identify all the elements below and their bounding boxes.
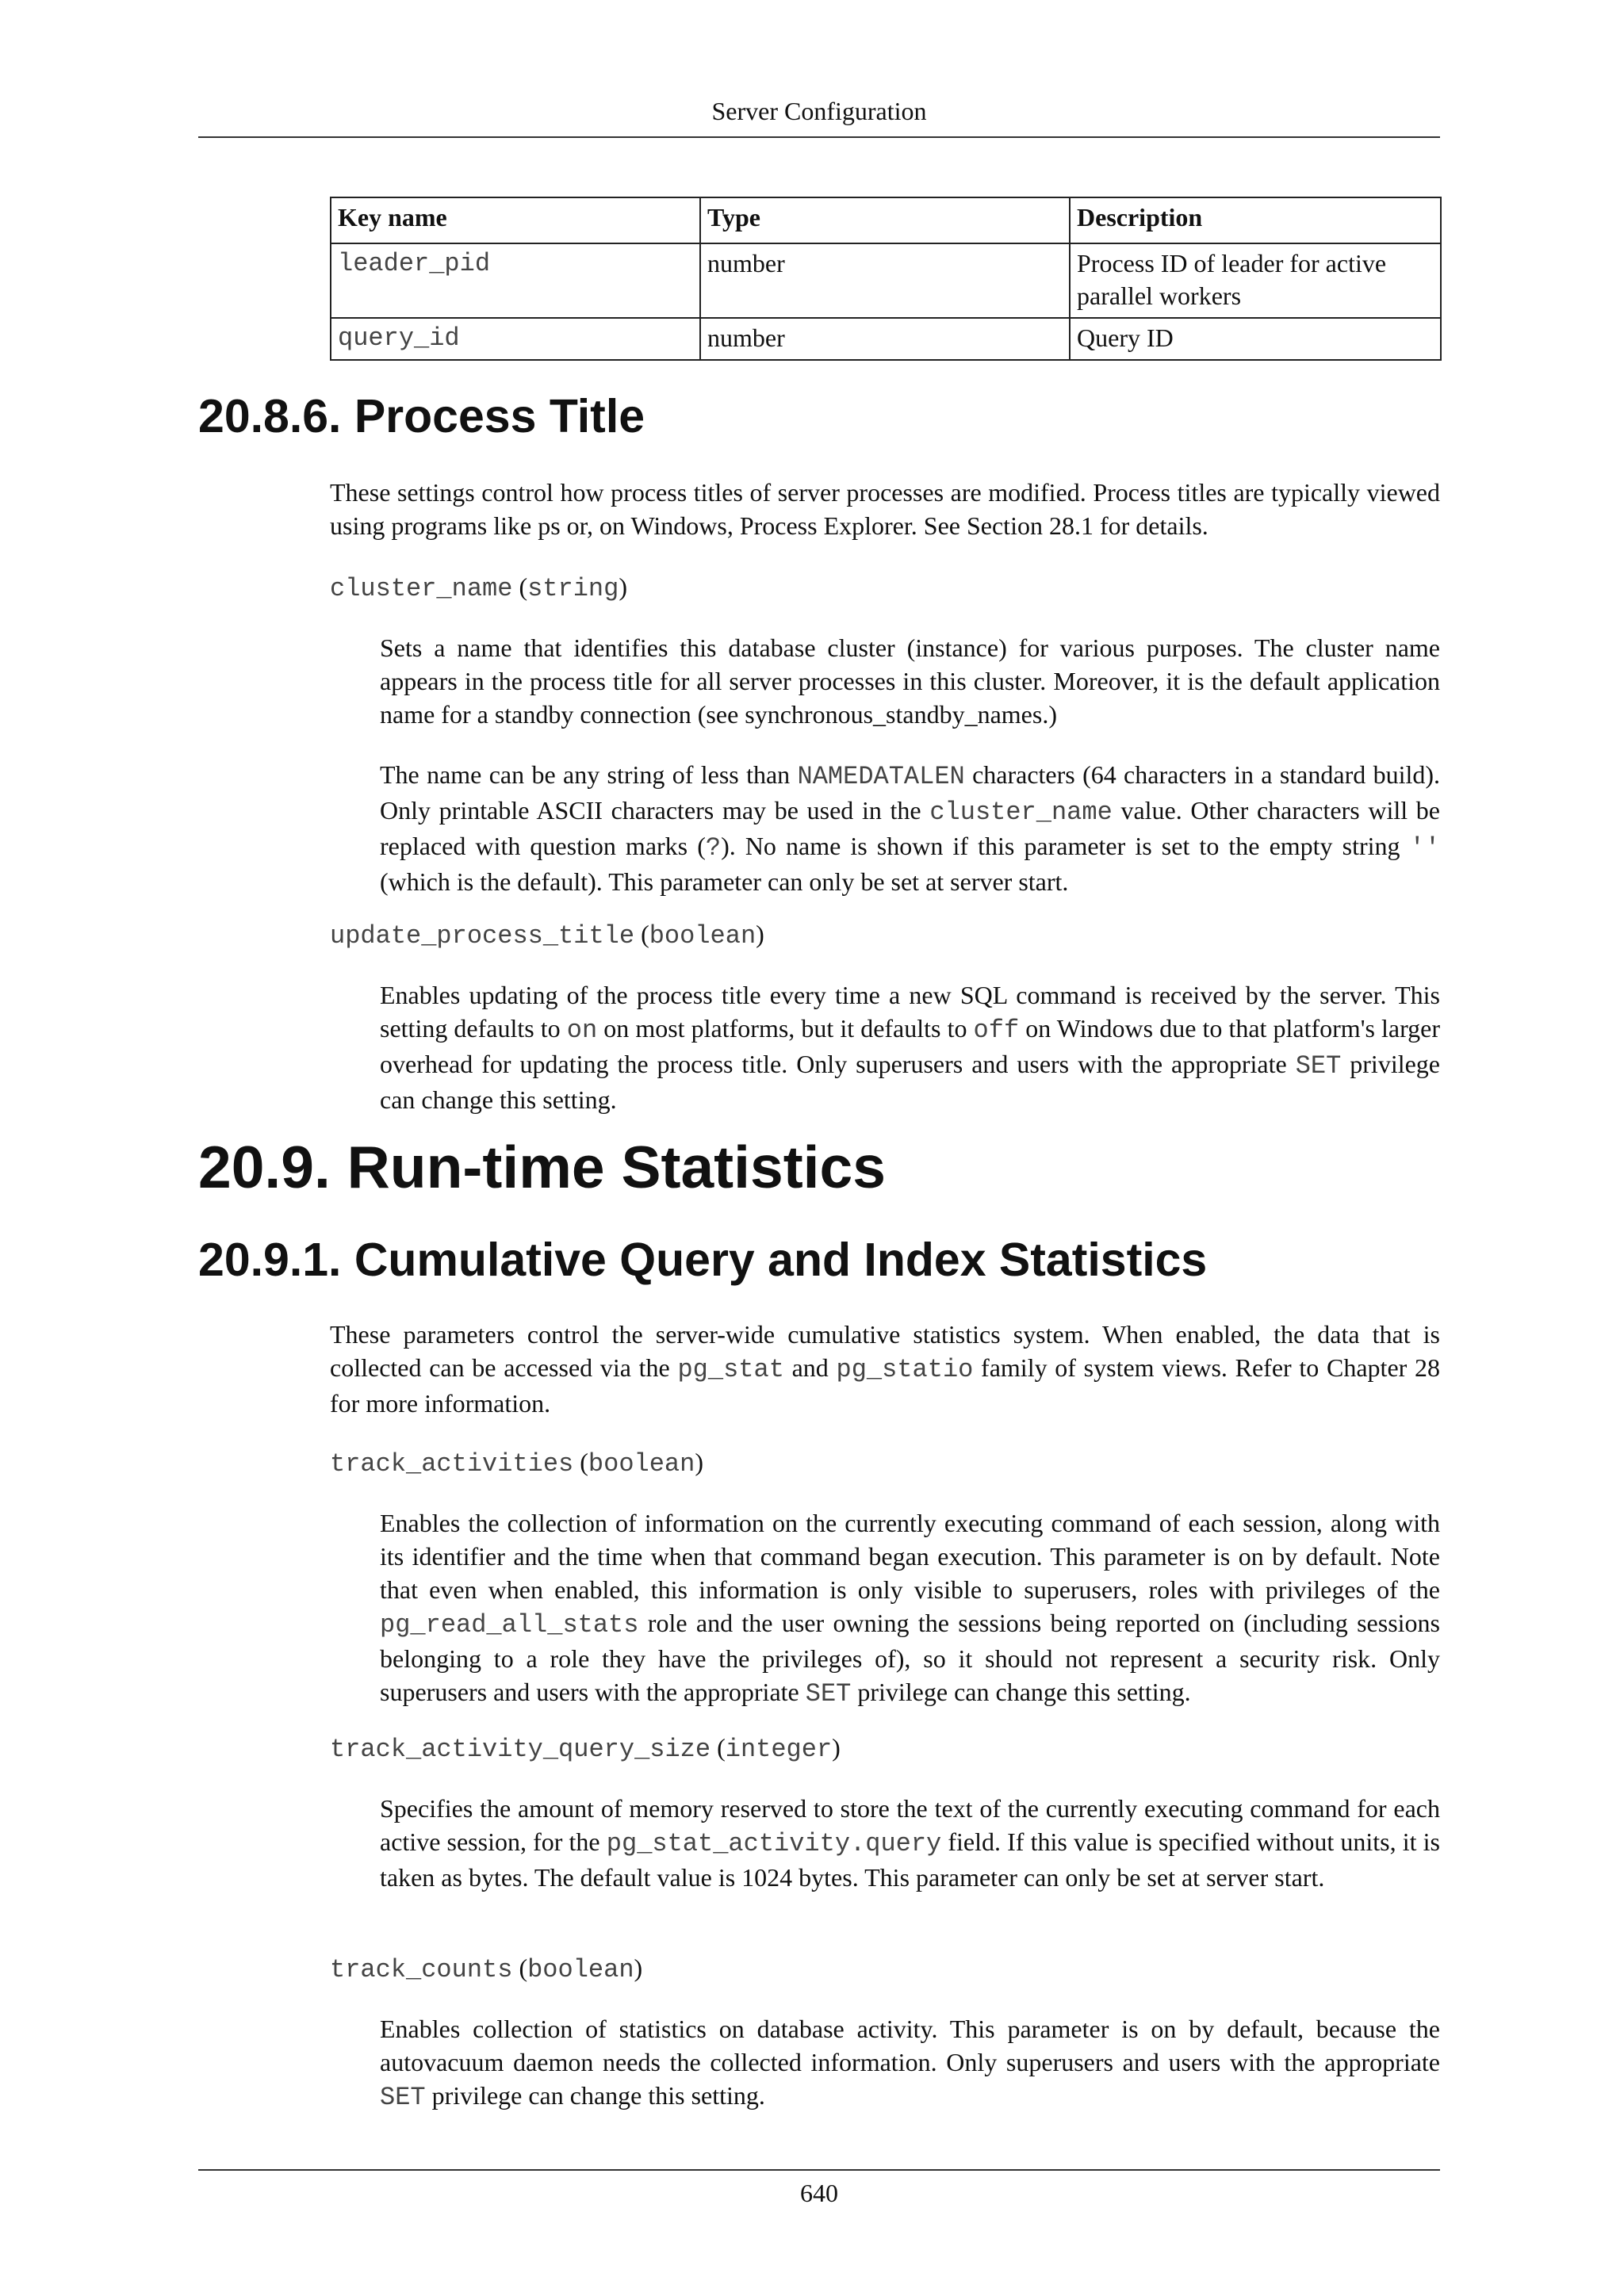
parameter-name: track_activities [330, 1449, 574, 1479]
parameter-description: Enables the collection of information on the currently executing command of each session, along with its identifier and the time when that command began execution. This parameter is on by default. Note that even when enabled, this information is only visible to superusers, roles with privileges of the pg_read_all_stats role and the user owning the sessions being reported on (including sessions belonging to a role they have the privileges of), so it should not represent a security risk. Only superusers and users with the appropriate SET privilege can change this setting. [380, 1509, 1440, 1709]
parameter-name: track_activity_query_size [330, 1735, 711, 1764]
inline-code: '' [1409, 833, 1441, 863]
parameter-description: Specifies the amount of memory reserved to store the text of the currently executing command for each active session, for the pg_stat_activity.query field. If this value is specified without units, it is taken as bytes. The default value is 1024 bytes. This parameter can only be set at server start. [380, 1794, 1441, 1892]
footer-rule [198, 2169, 1440, 2171]
parameter-type: string [527, 574, 619, 603]
inline-code: SET [380, 2083, 426, 2112]
inline-code: cluster_name [929, 798, 1113, 827]
parameter-term: update_process_title (boolean) [330, 920, 764, 951]
section-heading: 20.9.1. Cumulative Query and Index Statistics [198, 1234, 1208, 1286]
parameter-description: The name can be any string of less than NAMEDATALEN characters (64 characters in a standard build). Only printable ASCII characters may be used in the cluster_name value. Other characters will be replaced with question marks (?). No name is shown if this parameter is set to the empty string '' (which is the default). This parameter can only be set at server start. [380, 760, 1441, 896]
type-cell: number [700, 243, 1070, 318]
parameter-description: Enables updating of the process title every time a new SQL command is received by the server. This setting defaults to on on most platforms, but it defaults to off on Windows due to that platform's larger overhead for updating the process title. Only superusers and users with the appropriate SET privilege can change this setting. [380, 981, 1441, 1114]
inline-code: on [566, 1016, 598, 1045]
key-table [330, 197, 1442, 361]
parameter-term: cluster_name (string) [330, 572, 627, 603]
parameter-type: boolean [527, 1955, 634, 1984]
description-cell: Query ID [1070, 318, 1441, 360]
inline-code: SET [805, 1679, 852, 1709]
key-cell: leader_pid [331, 243, 700, 318]
running-header: Server Configuration [711, 97, 927, 125]
inline-code: SET [1295, 1051, 1342, 1081]
column-header: Description [1070, 197, 1441, 243]
intro-paragraph: These parameters control the server-wide cumulative statistics system. When enabled, the data that is collected can be accessed via the pg_stat and pg_statio family of system views. Refer to Chapter 28 for more information. [330, 1320, 1441, 1418]
parameter-type: boolean [649, 921, 756, 951]
inline-code: pg_read_all_stats [380, 1610, 639, 1640]
inline-code: .query [850, 1829, 942, 1858]
parameter-term: track_counts (boolean) [330, 1954, 643, 1984]
parameter-name: track_counts [330, 1955, 513, 1984]
parameter-name: cluster_name [330, 574, 513, 603]
column-header: Type [700, 197, 1070, 243]
parameter-type: boolean [588, 1449, 695, 1479]
inline-code: NAMEDATALEN [797, 762, 965, 791]
type-cell: number [700, 318, 1070, 360]
description-cell: Process ID of leader for active parallel workers [1070, 243, 1441, 318]
parameter-type: integer [725, 1735, 833, 1764]
key-cell: query_id [331, 318, 700, 360]
parameter-term: track_activity_query_size (integer) [330, 1733, 841, 1764]
header-rule [198, 136, 1440, 138]
intro-paragraph: These settings control how process titles of server processes are modified. Process titles are typically viewed using programs like ps or, on Windows, Process Explorer. See Section 28.1 for details. [330, 478, 1440, 540]
chapter-heading: 20.9. Run-time Statistics [198, 1134, 886, 1200]
section-heading: 20.8.6. Process Title [198, 390, 645, 442]
inline-code: pg_stat_activity [606, 1829, 851, 1858]
table-row [331, 243, 1441, 318]
parameter-description: Enables collection of statistics on database activity. This parameter is on by default, because the autovacuum daemon needs the collected information. Only superusers and users with the appropriate SET privilege can change this setting. [380, 2015, 1440, 2112]
parameter-description: Sets a name that identifies this database cluster (instance) for various purposes. The cluster name appears in the process title for all server processes in this cluster. Moreover, it is the default application name for a standby connection (see synchronous_standby_names.) [380, 633, 1440, 729]
inline-code: ? [705, 833, 722, 863]
inline-code: off [973, 1016, 1020, 1045]
column-header: Key name [331, 197, 700, 243]
parameter-name: update_process_title [330, 921, 635, 951]
table-header-row [331, 197, 1441, 243]
inline-code: pg_stat [677, 1355, 784, 1384]
page-number: 640 [800, 2179, 838, 2207]
inline-code: pg_statio [836, 1355, 974, 1384]
table-row [331, 318, 1441, 360]
parameter-term: track_activities (boolean) [330, 1448, 703, 1479]
